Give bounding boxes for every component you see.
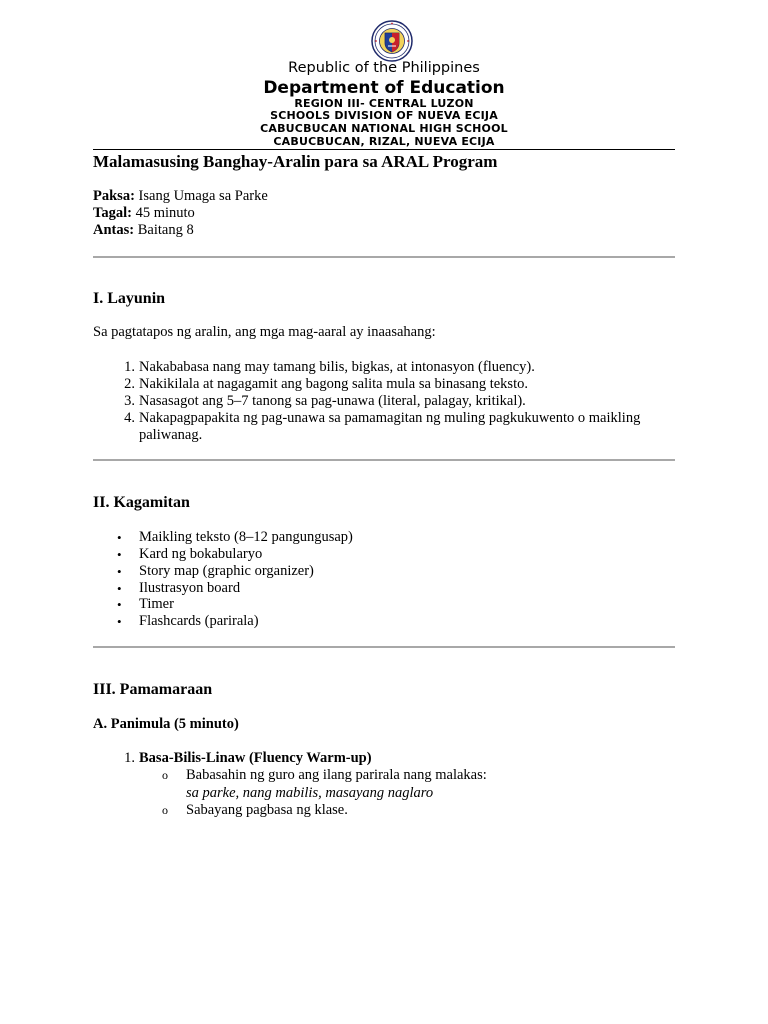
list-text: Flashcards (parirala) [139, 613, 259, 629]
list-number: 1. [124, 359, 135, 375]
list-text: Maikling teksto (8–12 pangungusap) [139, 529, 353, 545]
bullet-marker: • [117, 547, 122, 562]
meta-value: Isang Umaga sa Parke [138, 188, 268, 204]
school-line: CABUCBUCAN NATIONAL HIGH SCHOOL [260, 122, 508, 135]
region-line: REGION III- CENTRAL LUZON [294, 97, 474, 110]
circle-bullet: o [162, 803, 168, 817]
bullet-marker: • [117, 530, 122, 545]
republic-line: Republic of the Philippines [288, 60, 480, 76]
document-title: Malamasusing Banghay-Aralin para sa ARAL Program [93, 152, 498, 171]
meta-label: Tagal: [93, 205, 132, 221]
deped-seal-icon [367, 20, 417, 62]
section-heading-kagamitan: II. Kagamitan [93, 494, 190, 511]
meta-value: 45 minuto [135, 205, 195, 221]
example-phrases: sa parke, nang mabilis, masayang naglaro [186, 785, 434, 801]
section-divider [93, 646, 675, 648]
list-text: Nasasagot ang 5–7 tanong sa pag-unawa (literal, palagay, kritikal). [139, 393, 526, 409]
department-name: Department of Education [263, 78, 505, 98]
section-divider [93, 459, 675, 461]
meta-label: Paksa: [93, 188, 135, 204]
section-heading-layunin: I. Layunin [93, 290, 166, 307]
list-text: Sabayang pagbasa ng klase. [186, 802, 348, 818]
bullet-marker: • [117, 564, 122, 579]
meta-label: Antas: [93, 222, 135, 238]
header-divider [93, 149, 675, 150]
list-text: Babasahin ng guro ang ilang parirala nang malakas: [186, 767, 487, 783]
list-text: Kard ng bokabularyo [139, 546, 263, 562]
list-text: Ilustrasyon board [139, 580, 241, 596]
meta-paksa [93, 188, 268, 205]
list-text: Nakapagpapakita ng pag-unawa sa pamamagitan ng muling pagkukuwento o maikling paliwanag. [139, 410, 641, 443]
list-number: 2. [124, 376, 135, 392]
list-number: 1. [124, 750, 135, 766]
list-text: Timer [139, 596, 174, 612]
meta-value: Baitang 8 [137, 222, 194, 238]
layunin-intro: Sa pagtatapos ng aralin, ang mga mag-aaral ay inaasahang: [93, 324, 436, 340]
list-number: 3. [124, 393, 135, 409]
list-text: Nakikilala at nagagamit ang bagong salita mula sa binasang teksto. [139, 376, 528, 392]
subsection-heading-panimula: A. Panimula (5 minuto) [93, 716, 239, 732]
section-heading-pamamaraan: III. Pamamaraan [93, 681, 213, 698]
list-text: Nakababasa nang may tamang bilis, bigkas, at intonasyon (fluency). [139, 359, 535, 375]
meta-tagal [93, 205, 195, 222]
circle-bullet: o [162, 768, 168, 782]
division-line: SCHOOLS DIVISION OF NUEVA ECIJA [270, 109, 498, 122]
step-title: Basa-Bilis-Linaw (Fluency Warm-up) [139, 750, 372, 766]
deped-seal [367, 20, 417, 62]
bullet-marker: • [117, 597, 122, 612]
section-divider [93, 256, 675, 258]
bullet-marker: • [117, 581, 122, 596]
bullet-marker: • [117, 614, 122, 629]
address-line: CABUCBUCAN, RIZAL, NUEVA ECIJA [273, 135, 495, 148]
list-number: 4. [124, 410, 135, 426]
list-text: Story map (graphic organizer) [139, 563, 314, 579]
meta-antas [93, 222, 194, 239]
